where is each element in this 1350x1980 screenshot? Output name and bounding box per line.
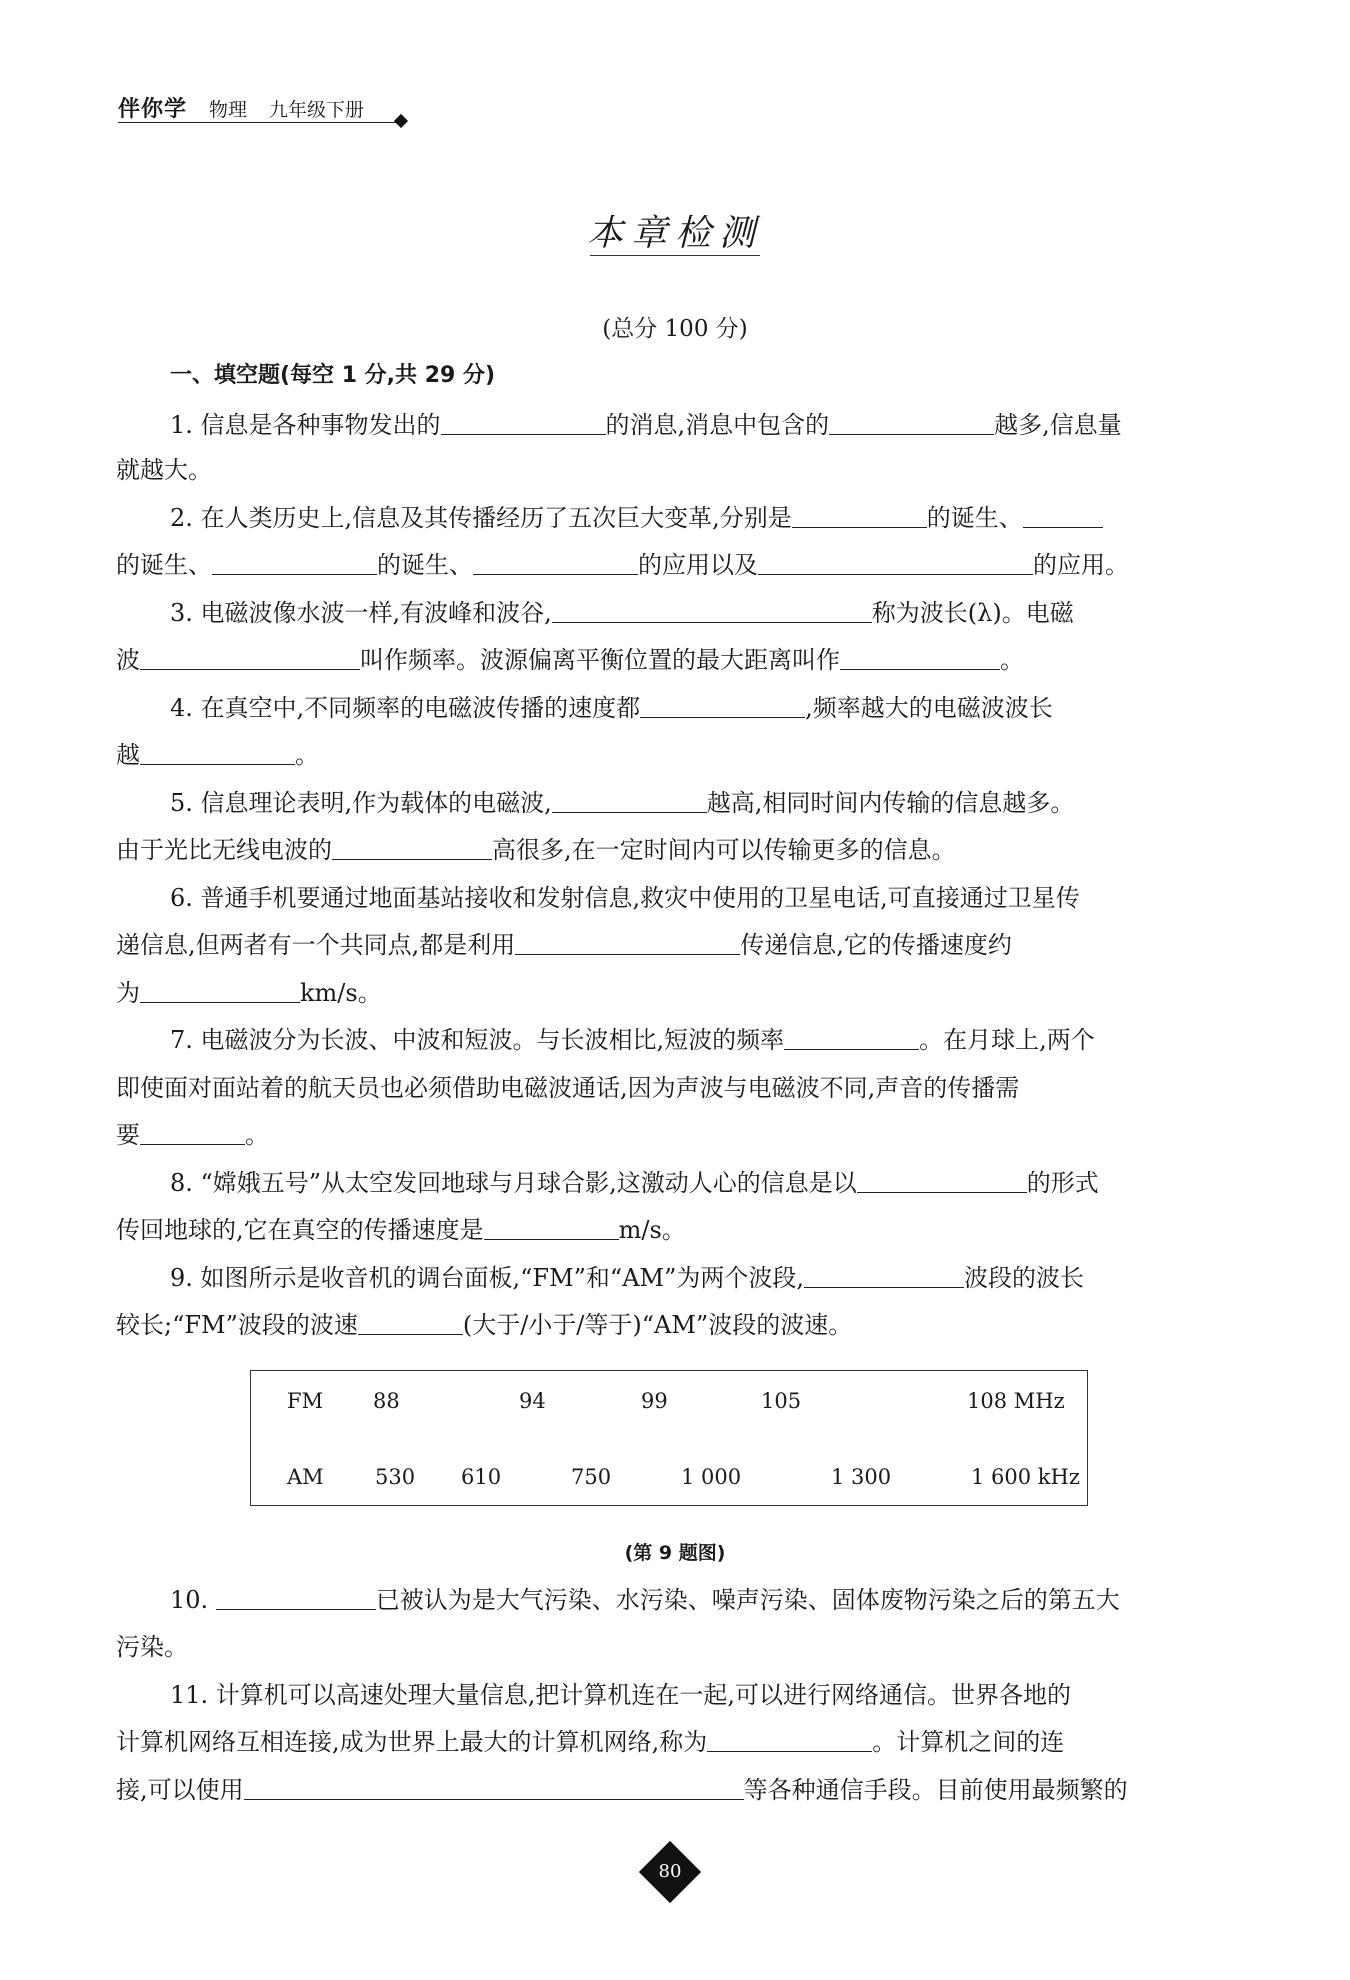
q3-text-d: 叫作频率。波源偏离平衡位置的最大距离叫作 [360, 646, 840, 674]
q5-text-a: 5. 信息理论表明,作为载体的电磁波, [170, 789, 552, 817]
question-11-line-2 [116, 1722, 1234, 1762]
am-value: 530 [375, 1465, 416, 1489]
q2-text-d: 的诞生、 [377, 551, 473, 579]
am-label: AM [287, 1465, 324, 1489]
question-10-line-1 [170, 1580, 1234, 1620]
answer-blank[interactable] [640, 689, 805, 718]
answer-blank[interactable] [140, 736, 295, 765]
question-8-line-2 [116, 1210, 1234, 1250]
question-2-line-1 [170, 498, 1234, 538]
fm-value: 108 MHz [967, 1389, 1065, 1413]
question-5-line-1 [170, 783, 1234, 823]
q7-text-e: 。 [245, 1121, 269, 1149]
q8-text-d: m/s。 [618, 1216, 686, 1244]
answer-blank[interactable] [140, 1116, 245, 1145]
question-7-line-1 [170, 1020, 1234, 1060]
q11-text-b: 计算机网络互相连接,成为世界上最大的计算机网络,称为 [116, 1728, 708, 1756]
q4-text-b: ,频率越大的电磁波波长 [805, 694, 1053, 722]
header-rule [118, 122, 400, 123]
q6-text-b: 递信息,但两者有一个共同点,都是利用 [116, 931, 516, 959]
q11-text-c: 。计算机之间的连 [872, 1728, 1065, 1756]
question-6-line-2 [116, 925, 1234, 965]
question-11-line-3 [116, 1770, 1234, 1810]
q9-text-b: 波段的波长 [964, 1264, 1084, 1292]
q2-text-f: 的应用。 [1033, 551, 1129, 579]
q4-text-d: 。 [295, 741, 319, 769]
question-7-line-3 [116, 1115, 1234, 1155]
answer-blank[interactable] [441, 406, 606, 435]
q10-text-b: 已被认为是大气污染、水污染、噪声污染、固体废物污染之后的第五大 [375, 1586, 1120, 1614]
header-grade: 九年级下册 [269, 99, 365, 121]
q5-text-c: 由于光比无线电波的 [116, 836, 332, 864]
am-value: 610 [461, 1465, 502, 1489]
question-2-line-2 [116, 545, 1234, 585]
q9-text-a: 9. 如图所示是收音机的调台面板,“FM”和“AM”为两个波段, [170, 1264, 804, 1292]
am-value: 1 000 [681, 1465, 742, 1489]
answer-blank[interactable] [829, 406, 994, 435]
answer-blank[interactable] [484, 1211, 619, 1240]
fm-value: 88 [373, 1389, 400, 1413]
answer-blank[interactable] [140, 641, 360, 670]
q2-text-b: 的诞生、 [926, 504, 1023, 532]
question-8-line-1 [170, 1163, 1234, 1203]
q1-text-b: 的消息,消息中包含的 [605, 411, 830, 439]
answer-blank[interactable] [784, 1021, 919, 1050]
answer-blank[interactable] [332, 831, 492, 860]
question-10-line-2 [116, 1627, 1234, 1667]
q8-text-a: 8. “嫦娥五号”从太空发回地球与月球合影,这激动人心的信息是以 [170, 1169, 857, 1197]
question-1-line-2 [116, 450, 1234, 490]
q5-text-b: 越高,相同时间内传输的信息越多。 [706, 789, 1075, 817]
q2-text-c: 的诞生、 [116, 551, 212, 579]
total-score: (总分 100 分) [602, 316, 748, 342]
q11-text-a: 11. 计算机可以高速处理大量信息,把计算机连在一起,可以进行网络通信。世界各地的 [170, 1681, 1072, 1709]
answer-blank[interactable] [758, 546, 1033, 575]
q1-text-c: 越多,信息量 [994, 411, 1122, 439]
q3-text-a: 3. 电磁波像水波一样,有波峰和波谷, [170, 599, 552, 627]
q2-text-e: 的应用以及 [638, 551, 758, 579]
q7-text-a: 7. 电磁波分为长波、中波和短波。与长波相比,短波的频率 [170, 1026, 785, 1054]
q1-text-a: 1. 信息是各种事物发出的 [170, 411, 441, 439]
question-3-line-2 [116, 640, 1234, 680]
am-value: 1 300 [831, 1465, 892, 1489]
q10-text-c: 污染。 [116, 1633, 188, 1661]
question-11-line-1 [170, 1675, 1234, 1715]
q7-text-d: 要 [116, 1121, 140, 1149]
q3-text-e: 。 [1000, 646, 1024, 674]
q6-text-a: 6. 普通手机要通过地面基站接收和发射信息,救灾中使用的卫星电话,可直接通过卫星传 [170, 884, 1080, 912]
answer-blank[interactable] [244, 1771, 744, 1800]
am-value: 1 600 kHz [971, 1465, 1080, 1489]
section-heading: 一、填空题(每空 1 分,共 29 分) [170, 363, 496, 388]
q2-text-a: 2. 在人类历史上,信息及其传播经历了五次巨大变革,分别是 [170, 504, 792, 532]
brand-logo-text: 伴你学 [118, 97, 188, 122]
answer-blank[interactable] [804, 1259, 964, 1288]
q11-text-e: 等各种通信手段。目前使用最频繁的 [743, 1776, 1128, 1804]
q4-text-a: 4. 在真空中,不同频率的电磁波传播的速度都 [170, 694, 641, 722]
answer-blank[interactable] [840, 641, 1000, 670]
fm-value: 99 [641, 1389, 668, 1413]
am-value: 750 [571, 1465, 612, 1489]
answer-blank[interactable] [216, 1581, 376, 1610]
title-underline [590, 255, 760, 256]
question-6-line-3 [116, 973, 1234, 1013]
fm-value: 105 [761, 1389, 802, 1413]
question-5-line-2 [116, 830, 1234, 870]
answer-blank[interactable] [552, 594, 872, 623]
q7-text-c: 即使面对面站着的航天员也必须借助电磁波通话,因为声波与电磁波不同,声音的传播需 [116, 1074, 1020, 1102]
answer-blank[interactable] [552, 784, 707, 813]
q9-text-c: 较长;“FM”波段的波速 [116, 1311, 358, 1339]
question-9-line-1 [170, 1258, 1234, 1298]
question-1-line-1 [170, 405, 1234, 445]
question-7-line-2 [116, 1068, 1234, 1108]
question-3-line-1 [170, 593, 1234, 633]
q4-text-c: 越 [116, 741, 140, 769]
q3-text-b: 称为波长(λ)。电磁 [871, 599, 1074, 627]
q8-text-c: 传回地球的,它在真空的传播速度是 [116, 1216, 484, 1244]
q11-text-d: 接,可以使用 [116, 1776, 244, 1804]
radio-dial-figure [250, 1370, 1088, 1506]
question-4-line-1 [170, 688, 1234, 728]
question-4-line-2 [116, 735, 1234, 775]
page-number: 80 [658, 1861, 682, 1882]
q9-text-d: (大于/小于/等于)“AM”波段的波速。 [462, 1311, 853, 1339]
fm-value: 94 [519, 1389, 546, 1413]
q1-text-d: 就越大。 [116, 456, 212, 484]
q3-text-c: 波 [116, 646, 140, 674]
question-9-line-2 [116, 1305, 1234, 1345]
page-title: 本章检测 [586, 213, 763, 254]
answer-blank[interactable] [792, 499, 927, 528]
q7-text-b: 。在月球上,两个 [919, 1026, 1095, 1054]
q10-text-a: 10. [170, 1586, 209, 1614]
answer-blank[interactable] [140, 974, 300, 1003]
answer-blank[interactable] [1023, 499, 1103, 528]
answer-blank[interactable] [212, 546, 377, 575]
answer-blank[interactable] [473, 546, 638, 575]
diamond-icon [394, 114, 408, 128]
q6-text-c: 传递信息,它的传播速度约 [740, 931, 1012, 959]
q8-text-b: 的形式 [1026, 1169, 1099, 1197]
answer-blank[interactable] [707, 1723, 872, 1752]
header-subject: 物理 [209, 99, 248, 121]
answer-blank[interactable] [515, 926, 740, 955]
figure-caption: (第 9 题图) [624, 1542, 726, 1564]
fm-label: FM [287, 1389, 324, 1413]
q6-text-e: km/s。 [300, 979, 382, 1007]
answer-blank[interactable] [857, 1164, 1027, 1193]
q6-text-d: 为 [116, 979, 140, 1007]
running-header [118, 92, 364, 122]
answer-blank[interactable] [358, 1306, 463, 1335]
q5-text-d: 高很多,在一定时间内可以传输更多的信息。 [492, 836, 956, 864]
question-6-line-1 [170, 878, 1234, 918]
